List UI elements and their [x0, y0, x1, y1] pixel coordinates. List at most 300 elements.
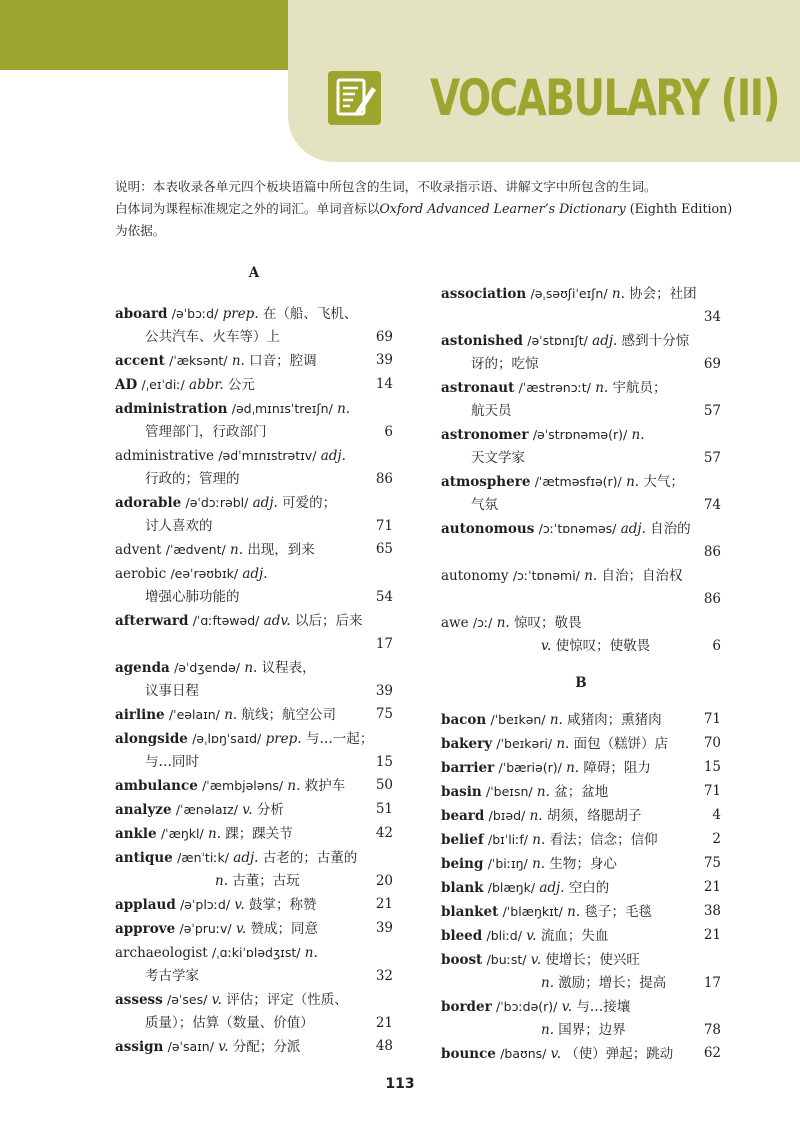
page-ref: 54	[375, 589, 393, 605]
page-ref: 21	[703, 879, 721, 895]
definition-cont-text: 管理部门，行政部门	[145, 424, 267, 440]
part-of-speech: n.	[208, 826, 222, 842]
definition-continued	[115, 751, 393, 774]
part-of-speech: n.	[611, 286, 625, 302]
definition-continued	[441, 306, 721, 329]
vocab-entry	[441, 1042, 721, 1066]
headword: boost	[441, 952, 483, 968]
part-of-speech: adj.	[592, 333, 618, 349]
vocab-entry	[441, 780, 721, 804]
definition: 分配；分派	[232, 1039, 301, 1055]
page-ref: 6	[712, 638, 721, 654]
page-title: VOCABULARY (II)	[430, 69, 779, 127]
vocab-entry	[115, 609, 393, 656]
page-number: 113	[385, 1076, 415, 1092]
part-of-speech: adj.	[620, 521, 646, 537]
phonetic: /bɪəd/	[488, 808, 526, 823]
definition-continued	[115, 586, 393, 609]
part-of-speech: adj.	[539, 880, 565, 896]
headword: applaud	[115, 897, 176, 913]
headword: assign	[115, 1039, 164, 1055]
page-ref: 4	[712, 807, 721, 823]
page-ref: 17	[375, 636, 393, 652]
part-of-speech: n.	[224, 707, 238, 723]
page-ref: 75	[375, 706, 393, 722]
entry-list-right-a	[441, 282, 721, 658]
definition: 自治的	[650, 521, 691, 537]
headword: astronaut	[441, 380, 515, 396]
page-ref: 69	[375, 329, 393, 345]
part-of-speech: adj.	[320, 448, 346, 464]
phonetic: /eəˈrəʊbɪk/	[170, 566, 239, 581]
page-ref: 51	[375, 801, 393, 817]
headword: atmosphere	[441, 474, 531, 490]
vocab-entry	[115, 538, 393, 562]
headword: afterward	[115, 613, 189, 629]
definition: 可爱的；	[282, 495, 337, 511]
vocab-entry	[441, 924, 721, 948]
vocab-entry	[115, 774, 393, 798]
vocab-entry	[441, 376, 721, 423]
note-line-3: 为依据。	[115, 223, 166, 238]
definition: 毯子；毛毯	[584, 904, 652, 920]
definition: 流血；失血	[540, 928, 609, 944]
definition-continued	[441, 353, 721, 376]
headword: approve	[115, 921, 176, 937]
definition: 感到十分惊	[621, 333, 690, 349]
page-ref: 20	[375, 873, 393, 889]
phonetic: /ˈædvent/	[165, 542, 226, 557]
headword: bacon	[441, 712, 487, 728]
part-of-speech: v.	[235, 921, 247, 937]
headword: ambulance	[115, 778, 198, 794]
vocab-entry	[115, 988, 393, 1035]
headword: autonomy	[441, 568, 509, 584]
phonetic: /ˈæstrənɔːt/	[518, 380, 591, 395]
vocab-entry	[441, 948, 721, 995]
headword: association	[441, 286, 527, 302]
page-ref: 70	[703, 735, 721, 751]
headword: autonomous	[441, 521, 535, 537]
definition: 救护车	[304, 778, 346, 794]
page-ref: 48	[375, 1038, 393, 1054]
page-ref: 39	[375, 683, 393, 699]
vocab-entry	[441, 329, 721, 376]
headword: bleed	[441, 928, 483, 944]
vocab-entry	[115, 703, 393, 727]
page-ref: 17	[703, 975, 721, 991]
phonetic: /ænˈtiːk/	[177, 850, 229, 865]
phonetic: /ɔː/	[472, 615, 493, 630]
part-of-speech: v.	[218, 1039, 229, 1055]
definition: 航线；航空公司	[241, 707, 336, 723]
secondary-pos: n.	[215, 873, 228, 889]
vocab-entry	[115, 491, 393, 538]
vocab-entry	[115, 302, 393, 349]
page-ref: 21	[375, 1015, 393, 1031]
page-ref: 71	[703, 783, 721, 799]
headword: aboard	[115, 306, 168, 322]
note-line-1: 说明：本表收录各单元四个板块语篇中所包含的生词，不收录指示语、讲解文字中所包含的生词。	[115, 179, 657, 194]
page-ref: 32	[375, 968, 393, 984]
phonetic: /əˈplɔːd/	[180, 897, 231, 912]
vocab-entry	[441, 708, 721, 732]
headword: archaeologist	[115, 945, 208, 961]
definition-cont-text: 与…同时	[145, 754, 199, 770]
vocab-entry	[441, 756, 721, 780]
page-ref: 21	[703, 927, 721, 943]
part-of-speech: n.	[496, 615, 510, 631]
part-of-speech: n.	[566, 760, 580, 776]
page-ref: 86	[703, 544, 721, 560]
vocab-entry	[115, 397, 393, 444]
headword: astonished	[441, 333, 523, 349]
vocab-entry	[441, 470, 721, 517]
vocab-entry	[115, 846, 393, 893]
part-of-speech: n.	[230, 542, 244, 558]
page-ref: 74	[703, 497, 721, 513]
part-of-speech: v.	[234, 897, 245, 913]
secondary-pos: n.	[541, 1022, 554, 1038]
section-heading-a: A	[248, 265, 260, 281]
page-ref: 50	[375, 777, 393, 793]
page-ref: 21	[375, 896, 393, 912]
headword: alongside	[115, 731, 188, 747]
secondary-definition: 国界；边界	[558, 1022, 626, 1038]
phonetic: /ˈænəlaɪz/	[175, 802, 238, 817]
phonetic: /əˈsaɪn/	[167, 1039, 214, 1054]
vocab-entry	[441, 876, 721, 900]
page-ref: 34	[703, 309, 721, 325]
phonetic: /ˈbeɪkən/	[490, 712, 546, 727]
phonetic: /ˈæŋkl/	[160, 826, 204, 841]
definition: （使）弹起；跳动	[565, 1046, 674, 1062]
vocab-entry	[115, 727, 393, 774]
page-ref: 62	[703, 1045, 721, 1061]
secondary-pos: n.	[541, 975, 554, 991]
part-of-speech: adj.	[252, 495, 278, 511]
headword: accent	[115, 353, 165, 369]
definition: 议程表，	[261, 660, 316, 676]
secondary-sense	[115, 870, 393, 893]
definition: 赞成；同意	[250, 921, 319, 937]
phonetic: /bliːd/	[486, 928, 522, 943]
headword: blanket	[441, 904, 499, 920]
phonetic: /blæŋk/	[487, 880, 536, 895]
vocab-entry	[441, 804, 721, 828]
definition: 使增长；使兴旺	[545, 952, 640, 968]
page-ref: 69	[703, 356, 721, 372]
part-of-speech: abbr.	[189, 377, 224, 393]
part-of-speech: adj.	[242, 566, 268, 582]
part-of-speech: adv.	[263, 613, 291, 629]
part-of-speech: n.	[549, 712, 563, 728]
definition-cont-text: 行政的；管理的	[145, 471, 240, 487]
definition: 与…一起；	[305, 731, 374, 747]
phonetic: /ˈbiːɪŋ/	[487, 856, 528, 871]
definition-continued	[441, 588, 721, 611]
part-of-speech: n.	[536, 784, 550, 800]
part-of-speech: n.	[231, 353, 245, 369]
page-ref: 75	[703, 855, 721, 871]
secondary-definition: 古董；古玩	[232, 873, 300, 889]
phonetic: /ˈæmbjələns/	[202, 778, 284, 793]
headword: agenda	[115, 660, 170, 676]
definition: 面包（糕饼）店	[573, 736, 669, 752]
phonetic: /ˈeəlaɪn/	[168, 707, 220, 722]
part-of-speech: n.	[337, 401, 351, 417]
vocab-entry	[115, 562, 393, 609]
phonetic: /ɔːˈtɒnəməs/	[538, 521, 617, 536]
phonetic: /baʊns/	[500, 1046, 547, 1061]
vocab-entry	[115, 656, 393, 703]
part-of-speech: n.	[304, 945, 318, 961]
page-ref: 57	[703, 403, 721, 419]
secondary-sense	[441, 972, 721, 995]
phonetic: /ˈblæŋkɪt/	[502, 904, 563, 919]
vocab-entry	[115, 893, 393, 917]
headword: analyze	[115, 802, 172, 818]
headword: bakery	[441, 736, 493, 752]
phonetic: /buːst/	[486, 952, 527, 967]
secondary-pos: v.	[541, 638, 552, 654]
definition-continued	[115, 680, 393, 703]
definition-continued	[115, 421, 393, 444]
page-ref: 15	[375, 754, 393, 770]
page-ref: 15	[703, 759, 721, 775]
vocab-entry	[441, 852, 721, 876]
definition: 鼓掌；称赞	[248, 897, 317, 913]
phonetic: /bɪˈliːf/	[487, 832, 528, 847]
phonetic: /ˈbeɪsn/	[486, 784, 533, 799]
part-of-speech: v.	[550, 1046, 561, 1062]
definition-continued	[441, 447, 721, 470]
phonetic: /ˈbeɪkəri/	[496, 736, 553, 751]
definition-cont-text: 议事日程	[145, 683, 199, 699]
part-of-speech: n.	[529, 808, 543, 824]
part-of-speech: n.	[567, 904, 581, 920]
page-ref: 78	[703, 1022, 721, 1038]
vocab-entry	[115, 798, 393, 822]
definition-continued	[115, 515, 393, 538]
definition: 大气；	[643, 474, 684, 490]
section-heading-b: B	[575, 675, 587, 691]
definition-continued	[115, 468, 393, 491]
vocab-entry	[115, 941, 393, 988]
part-of-speech: n.	[244, 660, 258, 676]
headword: blank	[441, 880, 484, 896]
definition: 踝；踝关节	[225, 826, 293, 842]
definition: 自治；自治权	[601, 568, 683, 584]
page-ref: 38	[703, 903, 721, 919]
note-line-2: 白体词为课程标准规定之外的词汇。单词音标以Oxford Advanced Learner’s Dictionary (Eighth Edition)	[115, 201, 733, 216]
vocab-entry	[441, 611, 721, 658]
left-column	[115, 262, 393, 1059]
right-column	[441, 282, 721, 1066]
part-of-speech: adj.	[233, 850, 259, 866]
vocab-entry	[441, 282, 721, 329]
phonetic: /əˈdɔːrəbl/	[185, 495, 249, 510]
phonetic: /əˈbɔːd/	[171, 306, 219, 321]
secondary-definition: 激励；增长；提高	[558, 975, 667, 991]
part-of-speech: v.	[242, 802, 253, 818]
definition-cont-text: 考古学家	[145, 968, 199, 984]
phonetic: /ˈbɔːdə(r)/	[496, 999, 558, 1014]
phonetic: /ɔːˈtɒnəmi/	[512, 568, 580, 583]
definition: 盆；盆地	[554, 784, 609, 800]
vocab-entry	[441, 423, 721, 470]
phonetic: /ˌeɪˈdiː/	[141, 377, 185, 392]
definition: 惊叹；敬畏	[514, 615, 582, 631]
entry-list-right-b	[441, 708, 721, 1066]
headword: belief	[441, 832, 484, 848]
phonetic: /ədˈmɪnɪstrətɪv/	[218, 448, 317, 463]
vocab-entry	[115, 917, 393, 941]
headword: adorable	[115, 495, 182, 511]
definition: 分析	[256, 802, 284, 818]
definition: 口音；腔调	[249, 353, 317, 369]
definition-cont-text: 质量）；估算（数量、价值）	[145, 1015, 314, 1031]
page-ref: 39	[375, 352, 393, 368]
phonetic: /əˌlɒŋˈsaɪd/	[192, 731, 262, 746]
vocab-entry	[441, 564, 721, 611]
definition-continued	[441, 494, 721, 517]
definition: 看法；信念；信仰	[549, 832, 658, 848]
vocab-entry	[115, 349, 393, 373]
part-of-speech: v.	[561, 999, 573, 1015]
vocab-entry	[115, 822, 393, 846]
page-ref: 71	[703, 711, 721, 727]
phonetic: /ˈɑːftəwəd/	[192, 613, 260, 628]
page-ref: 6	[384, 424, 393, 440]
definition-continued	[115, 326, 393, 349]
definition-cont-text: 增强心肺功能的	[145, 589, 240, 605]
phonetic: /ˈbæriə(r)/	[498, 760, 562, 775]
phonetic: /ədˌmɪnɪsˈtreɪʃn/	[231, 401, 333, 416]
headword: airline	[115, 707, 165, 723]
page-ref: 57	[703, 450, 721, 466]
definition-cont-text: 讶的；吃惊	[471, 356, 539, 372]
definition: 障碍；阻力	[583, 760, 651, 776]
vocab-entry	[441, 732, 721, 756]
definition: 协会；社团	[629, 286, 697, 302]
page-ref: 2	[712, 831, 721, 847]
headword: being	[441, 856, 484, 872]
part-of-speech: prep.	[265, 731, 302, 747]
notepad-pencil-icon	[328, 71, 381, 125]
definition-cont-text: 公共汽车、火车等）上	[145, 329, 280, 345]
part-of-speech: n.	[556, 736, 570, 752]
page-ref: 39	[375, 920, 393, 936]
part-of-speech: n.	[626, 474, 640, 490]
secondary-sense	[441, 635, 721, 658]
definition: 以后；后来	[294, 613, 363, 629]
phonetic: /əˈstɒnɪʃt/	[527, 333, 588, 348]
part-of-speech: v.	[526, 928, 537, 944]
page-ref: 14	[375, 376, 393, 392]
definition: 出现，到来	[247, 542, 315, 558]
phonetic: /əˌsəʊʃiˈeɪʃn/	[530, 286, 608, 301]
definition-continued	[115, 633, 393, 656]
phonetic: /əˈstrɒnəmə(r)/	[532, 427, 628, 442]
phonetic: /əˈpruːv/	[179, 921, 232, 936]
definition: 公元	[227, 377, 255, 393]
headword: beard	[441, 808, 485, 824]
headword: assess	[115, 992, 163, 1008]
headword: barrier	[441, 760, 495, 776]
part-of-speech: n.	[532, 856, 546, 872]
definition: 宇航员；	[612, 380, 667, 396]
phonetic: /əˈses/	[167, 992, 208, 1007]
part-of-speech: n.	[584, 568, 598, 584]
headword: AD	[115, 377, 138, 393]
definition-continued	[441, 541, 721, 564]
vocab-entry	[441, 995, 721, 1042]
part-of-speech: n.	[287, 778, 301, 794]
vocab-entry	[115, 444, 393, 491]
secondary-definition: 使惊叹；使敬畏	[555, 638, 651, 654]
page-ref: 42	[375, 825, 393, 841]
phonetic: /ˌɑːkiˈɒlədʒɪst/	[211, 945, 301, 960]
page-ref: 86	[703, 591, 721, 607]
phonetic: /əˈdʒendə/	[174, 660, 241, 675]
page-ref: 65	[375, 541, 393, 557]
headword: awe	[441, 615, 469, 631]
definition-cont-text: 讨人喜欢的	[145, 518, 213, 534]
headword: basin	[441, 784, 482, 800]
headword: aerobic	[115, 566, 167, 582]
part-of-speech: n.	[595, 380, 609, 396]
definition-cont-text: 气氛	[471, 497, 498, 513]
entry-list-left	[115, 302, 393, 1059]
definition: 古老的；古董的	[262, 850, 358, 866]
definition: 咸猪肉；熏猪肉	[567, 712, 662, 728]
definition: 生物；身心	[549, 856, 617, 872]
definition-continued	[441, 400, 721, 423]
headword: administrative	[115, 448, 215, 464]
definition: 与…接壤	[576, 999, 631, 1015]
definition: 胡须，络腮胡子	[546, 808, 642, 824]
definition-continued	[115, 1012, 393, 1035]
headword: bounce	[441, 1046, 496, 1062]
definition: 在（船、飞机、	[262, 306, 358, 322]
headword: ankle	[115, 826, 157, 842]
secondary-sense	[441, 1019, 721, 1042]
explanation-note	[115, 176, 733, 242]
definition-cont-text: 航天员	[471, 403, 512, 419]
definition-cont-text: 天文学家	[471, 450, 525, 466]
headword: advent	[115, 542, 162, 558]
definition: 评估；评定（性质、	[226, 992, 348, 1008]
vocab-entry	[441, 900, 721, 924]
part-of-speech: n.	[631, 427, 645, 443]
vocab-entry	[441, 828, 721, 852]
headword: border	[441, 999, 492, 1015]
vocab-entry	[115, 1035, 393, 1059]
phonetic: /ˈæksənt/	[169, 353, 228, 368]
headword: antique	[115, 850, 173, 866]
phonetic: /ˈætməsfɪə(r)/	[534, 474, 622, 489]
page-ref: 71	[375, 518, 393, 534]
headword: astronomer	[441, 427, 529, 443]
definition-continued	[115, 965, 393, 988]
definition: 空白的	[568, 880, 610, 896]
part-of-speech: v.	[211, 992, 222, 1008]
part-of-speech: prep.	[222, 306, 259, 322]
header-band	[0, 0, 288, 70]
vocab-entry	[115, 373, 393, 397]
vocab-entry	[441, 517, 721, 564]
